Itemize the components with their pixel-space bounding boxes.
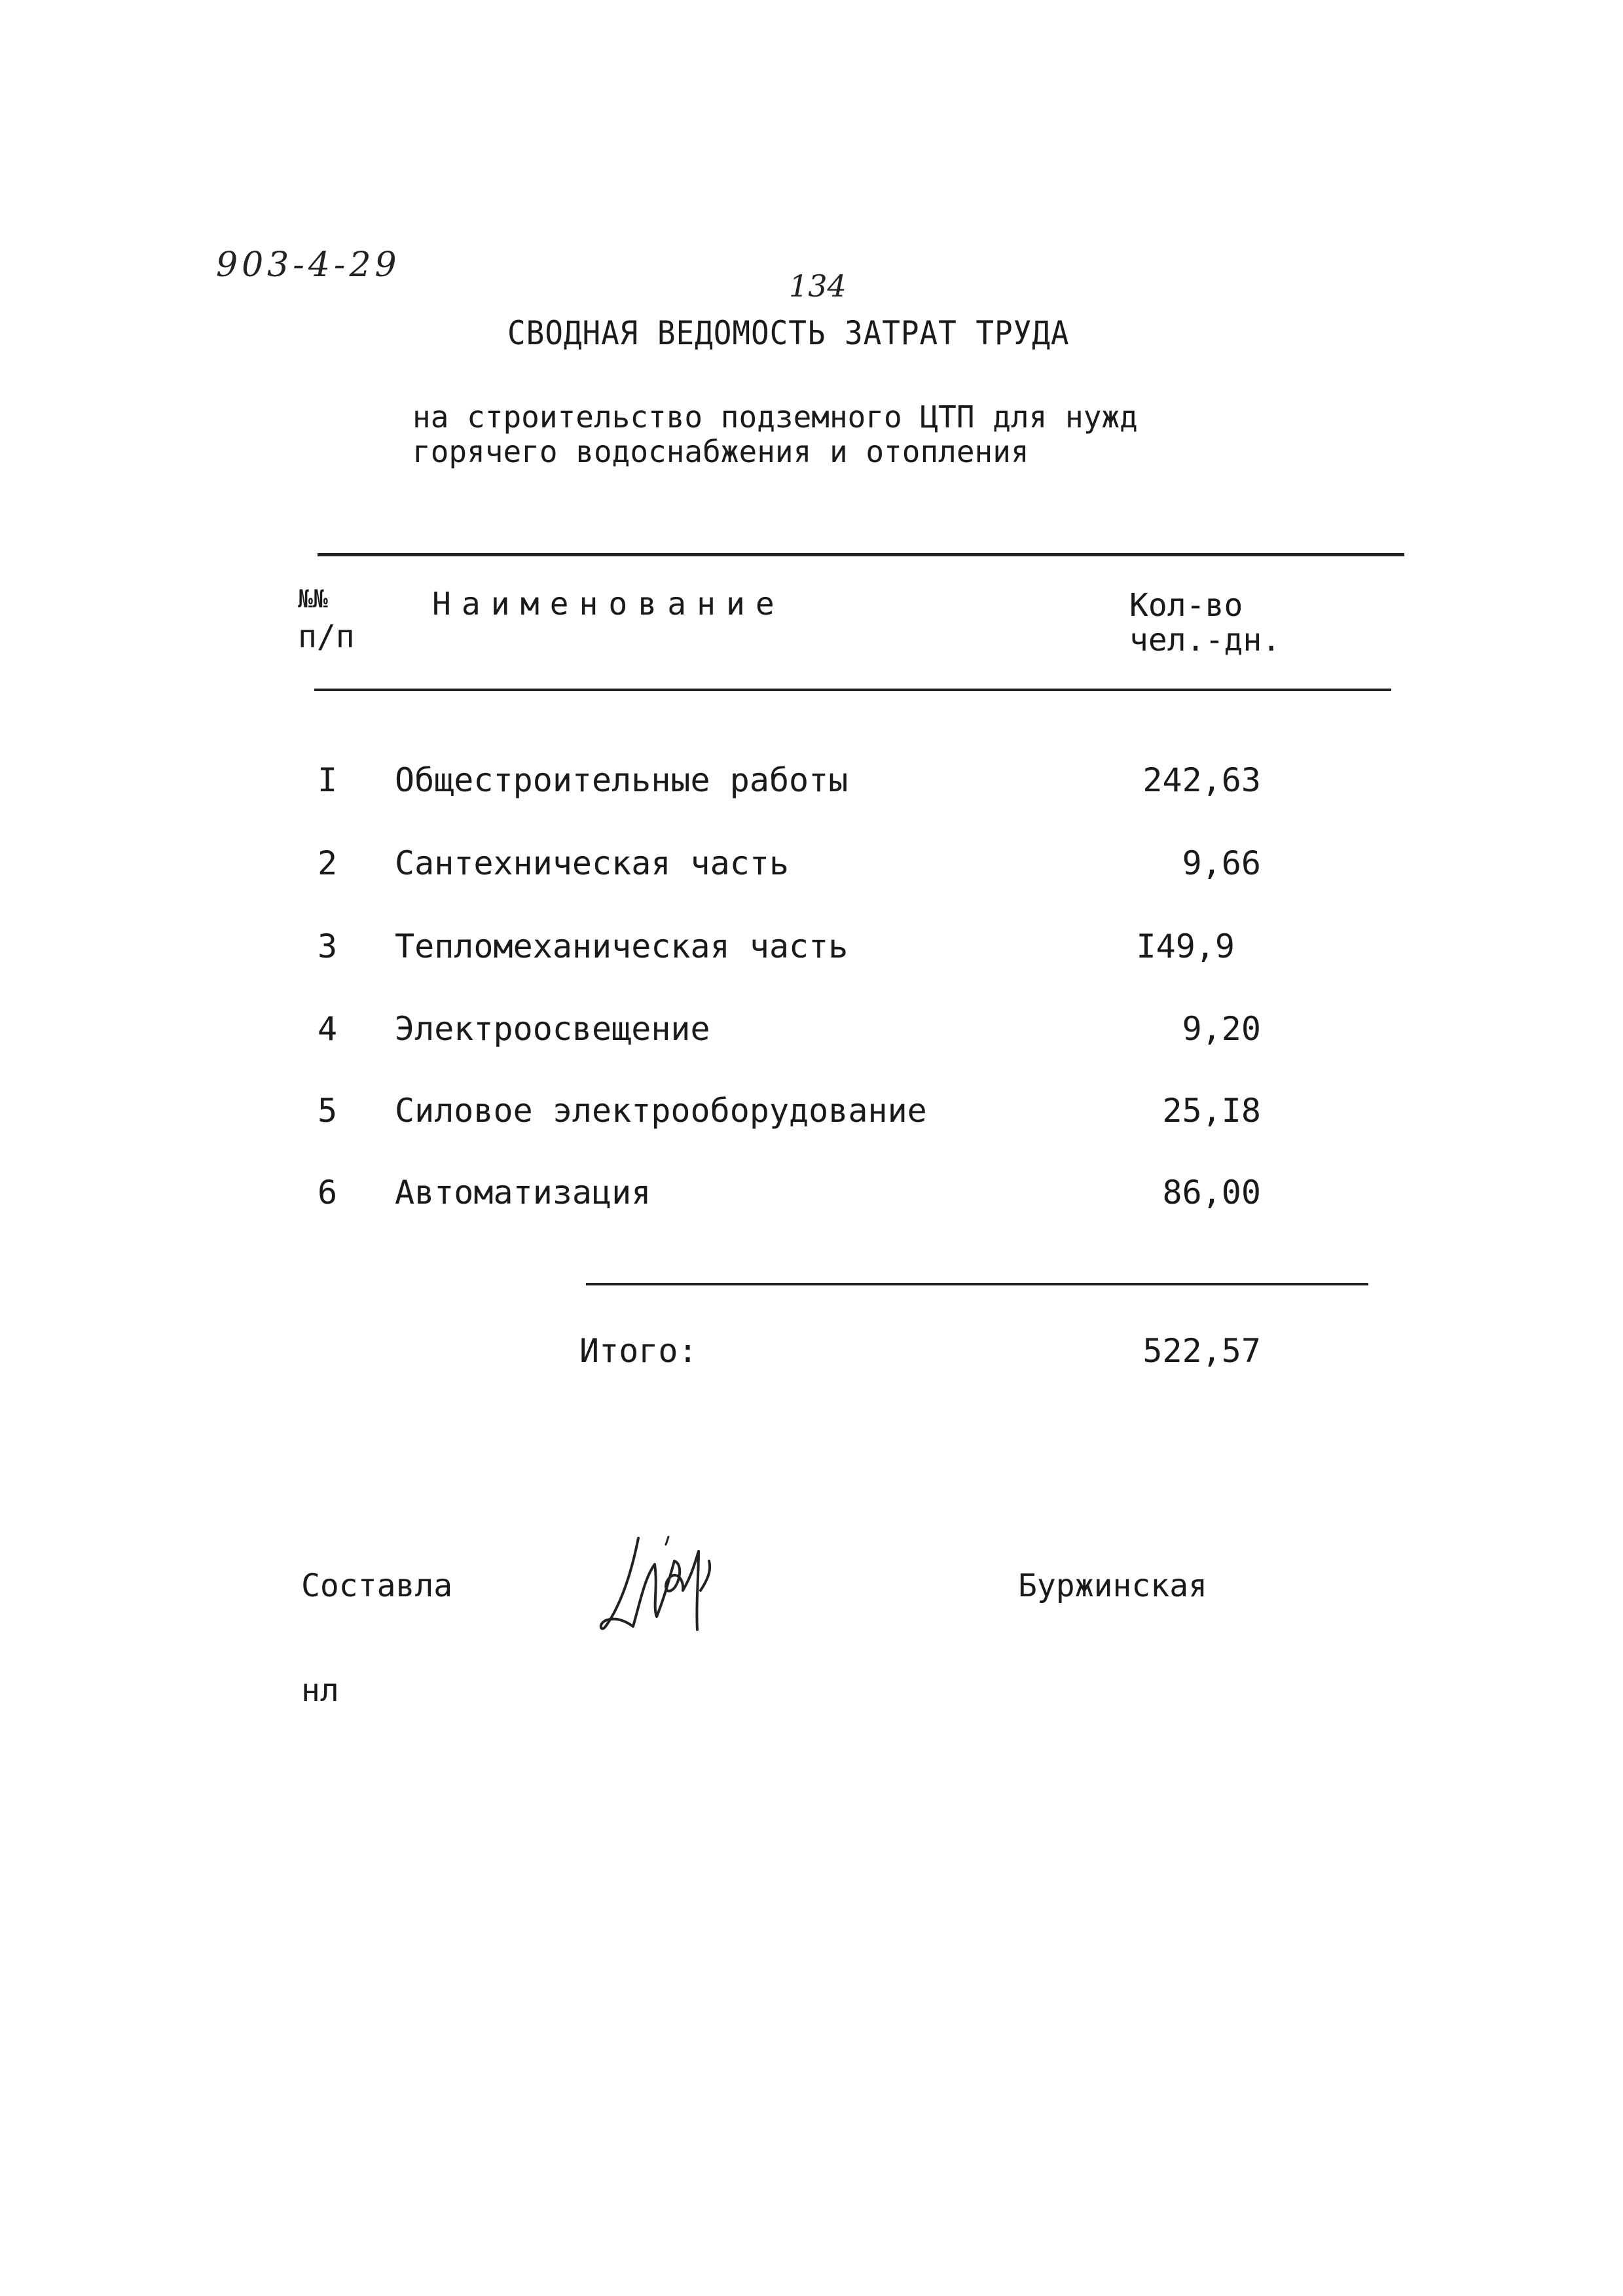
document-subtitle-line-1: на строительство подземного ЦТП для нужд [412, 399, 1138, 435]
row-number: 6 [317, 1174, 338, 1211]
row-number: 2 [317, 844, 338, 882]
table-row [0, 1174, 1623, 1226]
total-label: Итого: [579, 1332, 698, 1370]
header-quantity-unit: чел.-дн. [1129, 622, 1281, 658]
row-name: Сантехническая часть [395, 844, 790, 882]
row-quantity: I49,9 [1136, 927, 1235, 965]
table-top-rule [318, 553, 1404, 556]
document-title: СВОДНАЯ ВЕДОМОСТЬ ЗАТРАТ ТРУДА [507, 314, 1070, 352]
page-number: 134 [789, 268, 847, 304]
total-value: 522,57 [1142, 1332, 1261, 1370]
compiler-name: Буржинская [1018, 1568, 1207, 1604]
compiled-by-label-continued: нл [301, 1672, 339, 1709]
table-row [0, 761, 1623, 814]
row-quantity: 25,I8 [1162, 1092, 1261, 1130]
header-number-label: п/п [298, 619, 355, 655]
row-name: Тепломеханическая часть [395, 927, 848, 965]
table-row [0, 927, 1623, 980]
total-rule [586, 1283, 1368, 1285]
row-number: 3 [317, 927, 338, 965]
row-name: Силовое электрооборудование [395, 1092, 927, 1130]
row-name: Автоматизация [395, 1174, 651, 1211]
row-name: Электроосвещение [395, 1010, 710, 1048]
row-number: 5 [317, 1092, 338, 1130]
row-name: Общестроительные работы [395, 761, 848, 799]
document-subtitle-line-2: горячего водоснабжения и отопления [412, 434, 1029, 469]
header-number-symbol: №№ [298, 584, 328, 613]
header-quantity: Кол-во [1129, 587, 1243, 624]
row-number: 4 [317, 1010, 338, 1048]
row-quantity: 9,20 [1182, 1010, 1261, 1048]
row-quantity: 242,63 [1142, 761, 1261, 799]
table-row [0, 1092, 1623, 1144]
row-quantity: 9,66 [1182, 844, 1261, 882]
table-row [0, 844, 1623, 897]
table-header-rule [314, 689, 1391, 691]
row-quantity: 86,00 [1162, 1174, 1261, 1211]
table-row [0, 1010, 1623, 1062]
header-name: Наименование [432, 586, 785, 622]
document-code: 903-4-29 [216, 245, 401, 285]
signature [593, 1525, 737, 1643]
compiled-by-label: Составла [301, 1568, 453, 1604]
row-number: I [317, 761, 338, 799]
